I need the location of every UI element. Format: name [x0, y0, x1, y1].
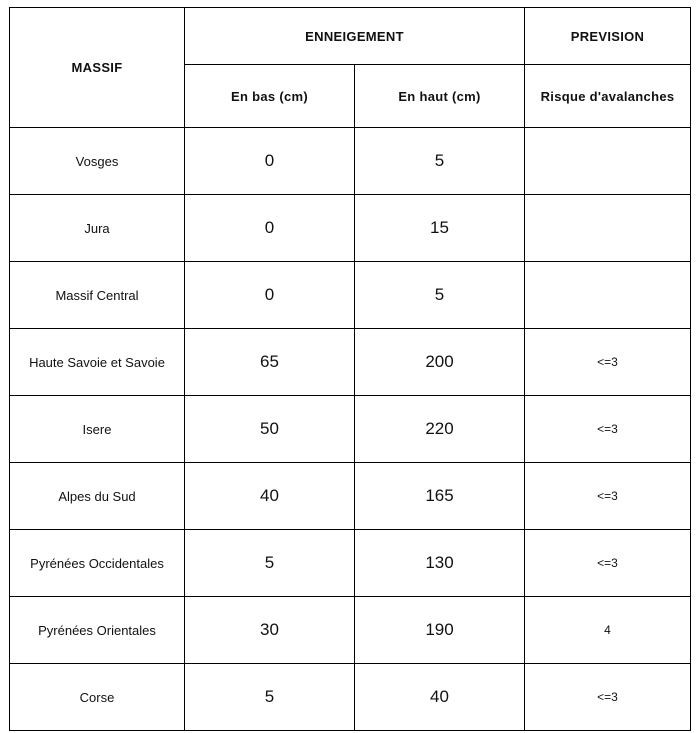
cell-snow-bottom: 0	[185, 195, 355, 262]
header-row-groups	[10, 8, 691, 65]
cell-avalanche-risk: <=3	[525, 664, 691, 731]
cell-snow-bottom: 0	[185, 262, 355, 329]
header-risque-avalanches: Risque d'avalanches	[525, 65, 691, 128]
cell-snow-top: 165	[355, 463, 525, 530]
cell-snow-bottom: 65	[185, 329, 355, 396]
table-row	[10, 195, 691, 262]
cell-snow-bottom: 40	[185, 463, 355, 530]
cell-snow-bottom: 50	[185, 396, 355, 463]
cell-massif-name: Isere	[10, 396, 185, 463]
cell-avalanche-risk	[525, 195, 691, 262]
cell-avalanche-risk: <=3	[525, 530, 691, 597]
header-en-haut: En haut (cm)	[355, 65, 525, 128]
cell-avalanche-risk: <=3	[525, 396, 691, 463]
table-row	[10, 530, 691, 597]
cell-snow-bottom: 5	[185, 664, 355, 731]
cell-massif-name: Pyrénées Occidentales	[10, 530, 185, 597]
table-row	[10, 664, 691, 731]
cell-massif-name: Jura	[10, 195, 185, 262]
cell-massif-name: Pyrénées Orientales	[10, 597, 185, 664]
table-header	[10, 8, 691, 128]
cell-snow-top: 220	[355, 396, 525, 463]
cell-massif-name: Haute Savoie et Savoie	[10, 329, 185, 396]
cell-avalanche-risk: 4	[525, 597, 691, 664]
header-en-bas: En bas (cm)	[185, 65, 355, 128]
cell-snow-top: 130	[355, 530, 525, 597]
cell-snow-top: 5	[355, 262, 525, 329]
cell-snow-top: 15	[355, 195, 525, 262]
table-row	[10, 396, 691, 463]
header-group-enneigement: ENNEIGEMENT	[185, 8, 525, 65]
cell-avalanche-risk: <=3	[525, 463, 691, 530]
table-body	[10, 128, 691, 731]
table-row	[10, 597, 691, 664]
cell-avalanche-risk	[525, 128, 691, 195]
cell-snow-top: 200	[355, 329, 525, 396]
cell-massif-name: Alpes du Sud	[10, 463, 185, 530]
snow-report-table	[9, 7, 691, 731]
cell-snow-top: 5	[355, 128, 525, 195]
cell-snow-bottom: 30	[185, 597, 355, 664]
cell-avalanche-risk	[525, 262, 691, 329]
header-group-prevision: PREVISION	[525, 8, 691, 65]
cell-snow-bottom: 5	[185, 530, 355, 597]
table-row	[10, 128, 691, 195]
cell-avalanche-risk: <=3	[525, 329, 691, 396]
cell-snow-top: 190	[355, 597, 525, 664]
cell-massif-name: Vosges	[10, 128, 185, 195]
cell-snow-top: 40	[355, 664, 525, 731]
table-row	[10, 262, 691, 329]
cell-massif-name: Corse	[10, 664, 185, 731]
cell-snow-bottom: 0	[185, 128, 355, 195]
table-row	[10, 329, 691, 396]
cell-massif-name: Massif Central	[10, 262, 185, 329]
table-row	[10, 463, 691, 530]
header-massif: MASSIF	[10, 8, 185, 128]
